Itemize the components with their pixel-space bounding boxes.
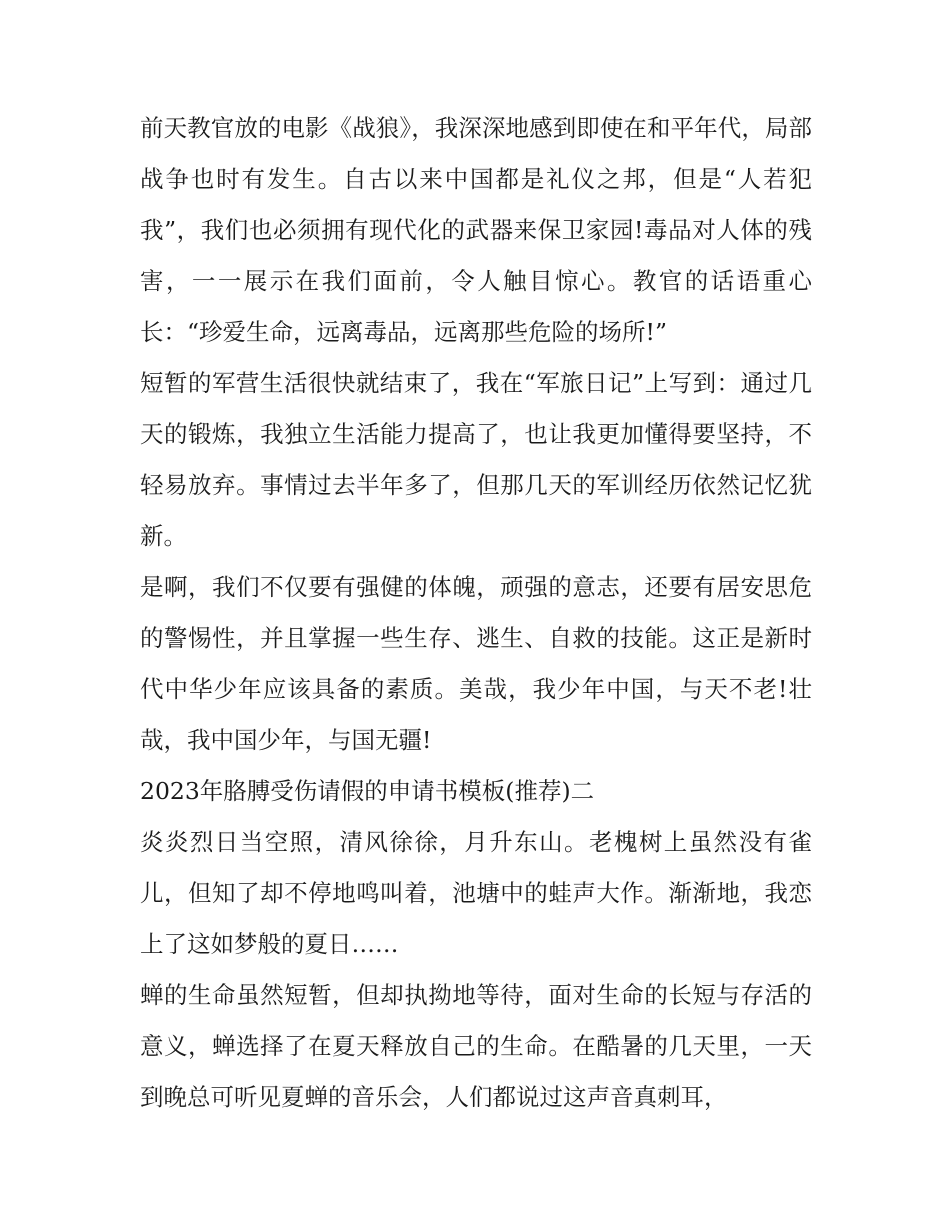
paragraph-summer-day: 炎炎烈日当空照，清风徐徐，月升东山。老槐树上虽然没有雀儿，但知了却不停地鸣叫着，池塘中的蛙声大作。渐渐地，我恋上了这如梦般的夏日…… (140, 828, 812, 958)
section-heading: 2023年胳膊受伤请假的申请书模板(推荐)二 (140, 777, 595, 805)
paragraph-young-china: 是啊，我们不仅要有强健的体魄，顽强的意志，还要有居安思危的警惕性，并且掌握一些生存、逃生、自救的技能。这正是新时代中华少年应该具备的素质。美哉，我少年中国，与天不老!壮哉，我中国少年，与国无疆! (140, 573, 812, 754)
document-page (140, 103, 812, 1123)
paragraph-movie-wolf-warrior: 前天教官放的电影《战狼》，我深深地感到即使在和平年代，局部战争也时有发生。自古以来中国都是礼仪之邦，但是“人若犯我”，我们也必须拥有现代化的武器来保卫家园!毒品对人体的残害，一一展示在我们面前，令人触目惊心。教官的话语重心长：“珍爱生命，远离毒品，远离那些危险的场所!” (140, 114, 812, 346)
paragraph-cicada-life: 蝉的生命虽然短暂，但却执拗地等待，面对生命的长短与存活的意义，蝉选择了在夏天释放自己的生命。在酷暑的几天里，一天到晚总可听见夏蝉的音乐会，人们都说过这声音真刺耳， (140, 981, 812, 1111)
paragraph-military-camp-diary: 短暂的军营生活很快就结束了，我在“军旅日记”上写到：通过几天的锻炼，我独立生活能力提高了，也让我更加懂得要坚持，不轻易放弃。事情过去半年多了，但那几天的军训经历依然记忆犹新。 (140, 369, 812, 550)
